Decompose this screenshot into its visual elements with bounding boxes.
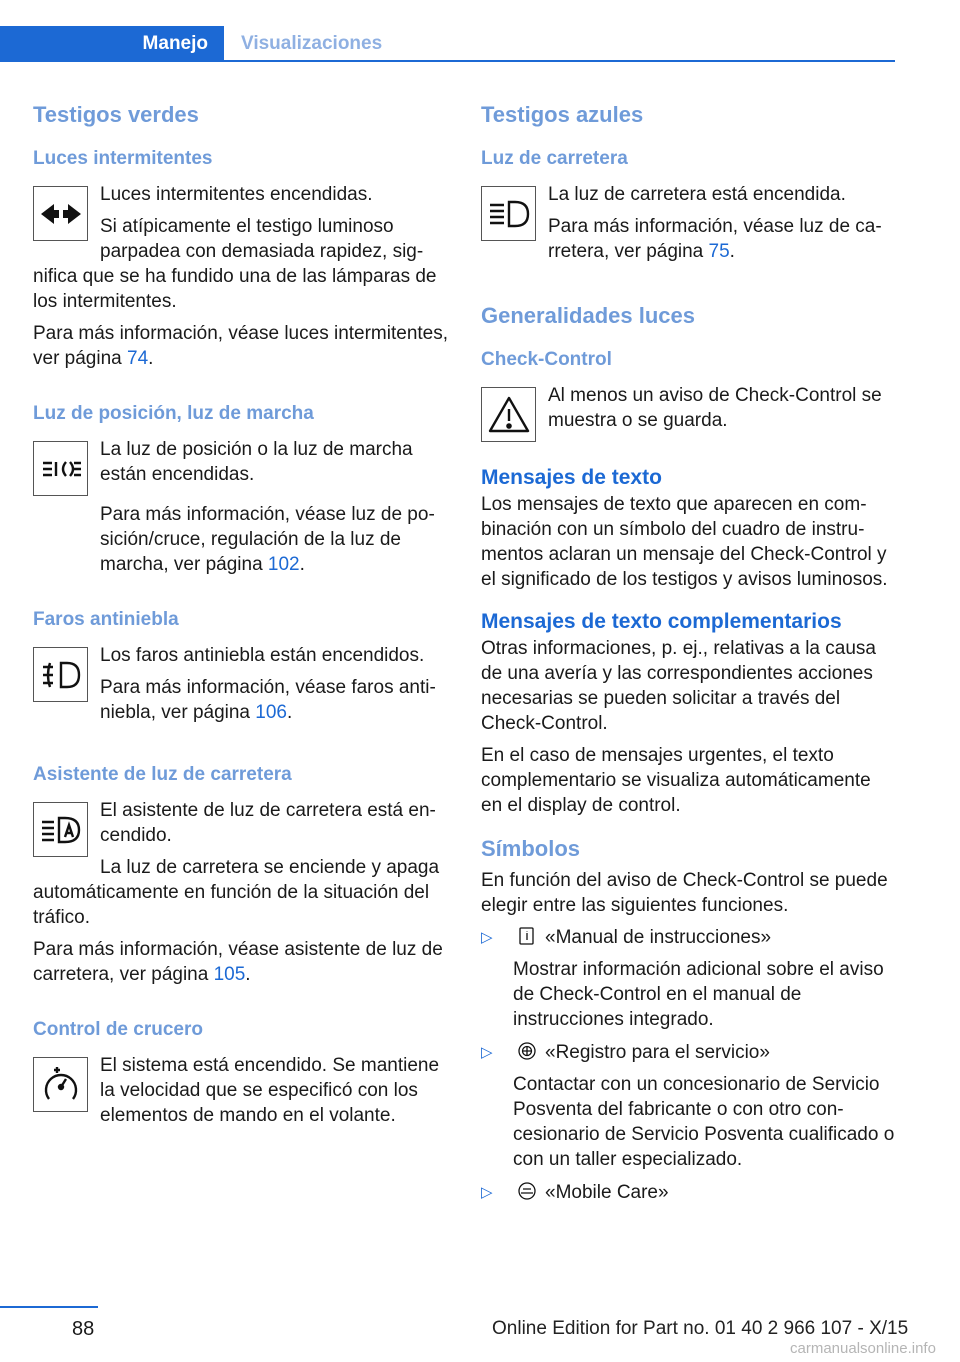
page-number: 88 [72,1318,95,1340]
subheading-control-crucero: Control de crucero [33,1019,203,1040]
text: La luz de carretera está encendida. [548,184,846,205]
text: Para más información, véase asistente de luz de carretera, ver página [33,939,443,985]
text: . [148,348,154,369]
bullet-label-text: «Manual de instrucciones» [545,927,772,948]
high-beam-assist-icon [33,802,88,857]
subheading-check-control: Check-Control [481,349,612,370]
page-link-74[interactable]: 74 [127,348,149,369]
page-link-105[interactable]: 105 [213,964,246,985]
bullet-label-text: «Registro para el servicio» [545,1042,770,1063]
watermark: carmanualsonline.info [790,1340,936,1357]
text: Luces intermitentes encendidas. [100,184,373,205]
text [33,937,449,987]
text: Los faros antiniebla están encendidos. [100,645,425,666]
service-logo-icon [517,1041,537,1061]
text: En función del aviso de Check-Control se puede elegir entre las siguientes funciones. [481,870,888,916]
tab-manejo[interactable]: Manejo [0,26,224,62]
page-link-75[interactable]: 75 [708,241,730,262]
text: Para más información, véase luces intermitentes, ver página [33,323,449,369]
heading-simbolos: Símbolos [481,836,581,861]
heading-mensajes-complementarios: Mensajes de texto complementarios [481,610,842,633]
heading-mensajes-texto: Mensajes de texto [481,466,662,489]
cruise-control-icon [33,1057,88,1112]
heading-generalidades-luces: Generalidades luces [481,303,695,328]
text: Los mensajes de texto que aparecen en combinación con un símbolo del cuadro de instrumentos aclaran un mensaje del Check-Control y el significado de los testigos y avisos luminosos. [481,494,888,590]
list-item-manual [481,925,897,1032]
section-control-crucero [33,1017,449,1135]
page-link-102[interactable]: 102 [267,554,300,575]
warning-triangle-icon [481,387,536,442]
section-check-control [481,347,897,448]
text [33,675,449,725]
bullet-label [513,1180,897,1205]
bullet-arrow-icon: ▷ [481,929,493,946]
mobile-care-icon [517,1181,537,1201]
section-luces-intermitentes [33,146,449,371]
text: . [299,554,305,575]
list-item-mobile-care [481,1180,897,1205]
section-header-bar [0,26,895,62]
page-link-106[interactable]: 106 [255,702,287,723]
text: El asistente de luz de carretera está encendido. [100,800,436,846]
bullet-label-text: «Mobile Care» [545,1182,669,1203]
right-column [481,100,897,1213]
position-light-icon [33,441,88,496]
text: Al menos un aviso de Check-Control se muestra o se guarda. [548,385,882,431]
subheading-asistente-luz: Asistente de luz de carretera [33,764,292,785]
text: . [286,702,293,723]
fog-light-icon [33,647,88,702]
subheading-luz-carretera: Luz de carretera [481,148,628,169]
subheading-luces-intermitentes: Luces intermitentes [33,148,213,169]
text: La luz de carretera se enciende y apaga automáticamente en función de la situación del tráfico. [33,857,440,928]
section-faros-antiniebla [33,607,449,732]
text: Otras informaciones, p. ej., relativas a la causa de una avería y las correspondientes acciones necesarias se pueden solicitar a través del Check-Control. [481,638,876,734]
high-beam-icon [481,186,536,241]
text [33,502,449,577]
subheading-luz-posicion: Luz de posición, luz de marcha [33,403,314,424]
bullet-arrow-icon: ▷ [481,1044,493,1061]
text [33,321,449,371]
bullet-label [513,925,897,950]
section-luz-carretera [481,146,897,271]
heading-testigos-verdes: Testigos verdes [33,102,199,127]
edition-note: Online Edition for Part no. 01 40 2 966 107 - X/15 [492,1318,909,1339]
left-column [33,100,449,1165]
text: . [245,964,251,985]
text: Para más información, véase faros antiniebla, ver página [100,677,436,723]
turn-signal-icon [33,186,88,241]
text: Para más información, véase luz de posición/cruce, regulación de la luz de marcha, ver página [100,504,435,575]
bullet-arrow-icon: ▷ [481,1184,493,1201]
heading-testigos-azules: Testigos azules [481,102,644,127]
text: Si atípicamente el testigo luminoso parpadea con demasiada rapidez, significa que se ha fundido una de las lámparas de los intermitentes. [33,216,437,312]
text: . [729,241,735,262]
bullet-label [513,1040,897,1065]
footer-divider [0,1306,98,1308]
text [481,214,897,264]
bullet-desc: Contactar con un concesionario de Servicio Posventa del fabricante o con otro concesionario de Servicio Posventa cualificado o con un taller especializado. [513,1074,895,1170]
section-luz-posicion [33,401,449,577]
text: En el caso de mensajes urgentes, el texto complementario se visualiza automáticamente en el display de control. [481,745,871,816]
text: Para más información, véase luz de carretera, ver página [548,216,882,262]
book-icon [517,926,537,946]
text: La luz de posición o la luz de marcha están encendidas. [100,439,413,485]
text: El sistema está encendido. Se mantiene la velocidad que se especificó con los elementos de mando en el volante. [100,1055,440,1126]
tab-visualizaciones[interactable]: Visualizaciones [241,33,383,54]
list-item-registro [481,1040,897,1172]
section-asistente-luz-carretera [33,762,449,987]
subheading-faros-antiniebla: Faros antiniebla [33,609,179,630]
bullet-desc: Mostrar información adicional sobre el aviso de Check-Control en el manual de instrucciones integrado. [513,959,884,1030]
